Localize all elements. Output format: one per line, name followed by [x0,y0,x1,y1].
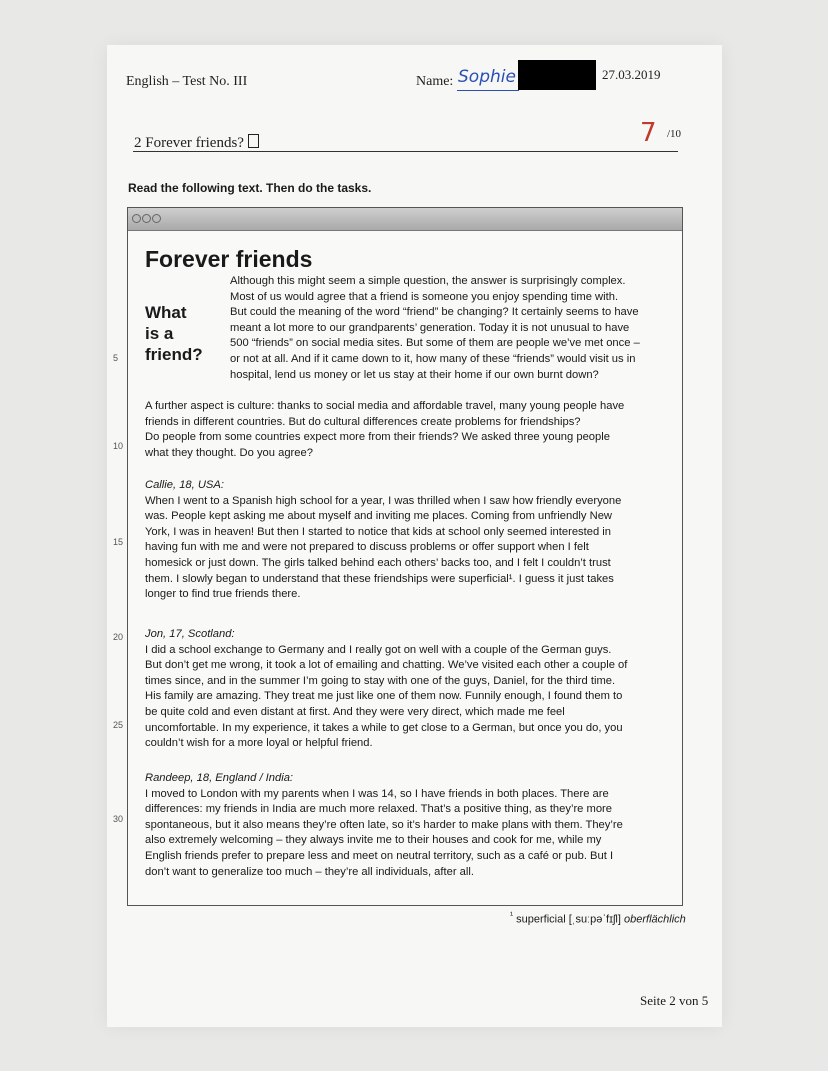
side-heading-line: is a [145,324,174,343]
section-title-text: 2 Forever friends? [134,135,244,151]
randeep-paragraph [145,771,678,880]
speaker-name: Randeep, 18, England / India: [145,772,294,784]
text-line: meant a lot more to our grandparents’ generation. Today it is not unusual to have [230,321,630,334]
line-number: 25 [113,720,124,730]
student-name: Sophie [458,67,516,87]
intro-paragraph [230,274,678,383]
section-title [134,134,259,152]
footnote [510,910,686,926]
text-line: times since, and in the summer I’m going to stay with one of the guys, Daniel, for the third time. [145,674,616,687]
redacted-surname [518,60,596,90]
text-line: Most of us would agree that a friend is someone you enjoy spending time with. [230,290,619,303]
callie-paragraph [145,478,678,603]
text-line: But could the meaning of the word “friend” be changing? It certainly seems to have [230,306,639,319]
window-titlebar [128,208,682,231]
text-line: having fun with me and were not prepared to discuss problems or offer support when I felt [145,541,589,554]
checkbox-icon [248,134,259,148]
test-date: 27.03.2019 [602,67,661,82]
text-line: spontaneous, but it also means they’re often late, so it’s harder to make plans with them. They’re [145,818,623,831]
section-divider [133,151,678,152]
side-heading-line: friend? [145,345,203,364]
page-number: Seite 2 von 5 [640,993,709,1008]
text-line: I moved to London with my parents when I was 14, so I have friends in both places. There are [145,787,609,800]
speaker-name: Callie, 18, USA: [145,479,224,491]
window-dot-icon [152,214,161,223]
task-instruction: Read the following text. Then do the tasks. [128,181,372,195]
text-line: When I went to a Spanish high school for a year, I was thrilled when I saw how friendly everyone [145,494,622,507]
culture-paragraph [145,399,678,461]
footnote-ipa: [ˌsuːpəˈfɪʃl] [568,913,621,926]
line-number: 20 [113,632,124,642]
text-line: couldn’t wish for a more loyal or helpful friend. [145,737,373,750]
line-number: 5 [113,353,119,363]
text-line: also extremely welcoming – they always invite me to their houses and cook for me, while my [145,834,602,847]
speaker-name: Jon, 17, Scotland: [145,628,235,640]
text-line: But don’t get me wrong, it took a lot of emailing and chatting. We’ve visited each other a couple of [145,659,628,672]
line-number: 30 [113,814,124,824]
side-heading-line: What [145,303,187,322]
side-heading [145,302,203,365]
window-dot-icon [142,214,151,223]
jon-paragraph [145,627,678,752]
name-label: Name: [416,74,454,89]
footnote-word: superficial [516,913,566,926]
text-line: I did a school exchange to Germany and I really got on well with a couple of the German guys. [145,643,612,656]
text-line: be quite cold and even distant at first. And they were very direct, which made me feel [145,705,565,718]
test-title: English – Test No. III [126,74,248,89]
article-title: Forever friends [145,246,313,272]
text-line: differences: my friends in India are much more relaxed. That’s a positive thing, as they’re more [145,803,612,816]
footnote-translation: oberflächlich [624,913,686,926]
text-line: friends in different countries. But do cultural differences create problems for friendships? [145,415,581,428]
text-line: longer to find true friends there. [145,588,301,601]
text-line: uncomfortable. In my experience, it takes a while to get close to a German, but once you do, you [145,721,623,734]
text-line: York, I was in heaven! But then I started to notice that kids at school only seemed interested in [145,525,612,538]
text-line: Do people from some countries expect more from their friends? We asked three young people [145,431,610,444]
text-line: homesick or just down. The girls talked behind each others’ backs too, and I felt I couldn’t trust [145,556,611,569]
text-line: His family are amazing. They treat me just like one of them now. Funnily enough, I found them to [145,690,623,703]
text-line: or not at all. And if it came down to it, how many of these “friends” would visit us in [230,352,636,365]
text-line: them. I slowly began to understand that these friendships were superficial¹. I guess it just takes [145,572,614,585]
text-line: what they thought. Do you agree? [145,446,313,459]
footnote-marker: ¹ [510,910,514,920]
line-number: 10 [113,441,124,451]
text-line: Although this might seem a simple question, the answer is surprisingly complex. [230,275,626,287]
name-underline [457,90,519,91]
text-line: English friends prefer to prepare less and meet on neutral territory, such as a café or pub. But I [145,849,614,862]
window-dot-icon [132,214,141,223]
line-number: 15 [113,537,124,547]
text-line: don’t want to generalize too much – they’re all individuals, after all. [145,865,474,878]
text-line: 500 “friends” on social media sites. But some of them are people we’ve met once – [230,337,640,350]
text-line: hospital, lend us money or let us stay at their home if our own burnt down? [230,368,599,381]
text-line: A further aspect is culture: thanks to social media and affordable travel, many young people have [145,400,625,412]
score-total: /10 [667,128,682,140]
text-line: was. People kept asking me about myself and inviting me places. Coming from unfriendly New [145,510,612,523]
score-handwritten: 7 [640,118,657,148]
